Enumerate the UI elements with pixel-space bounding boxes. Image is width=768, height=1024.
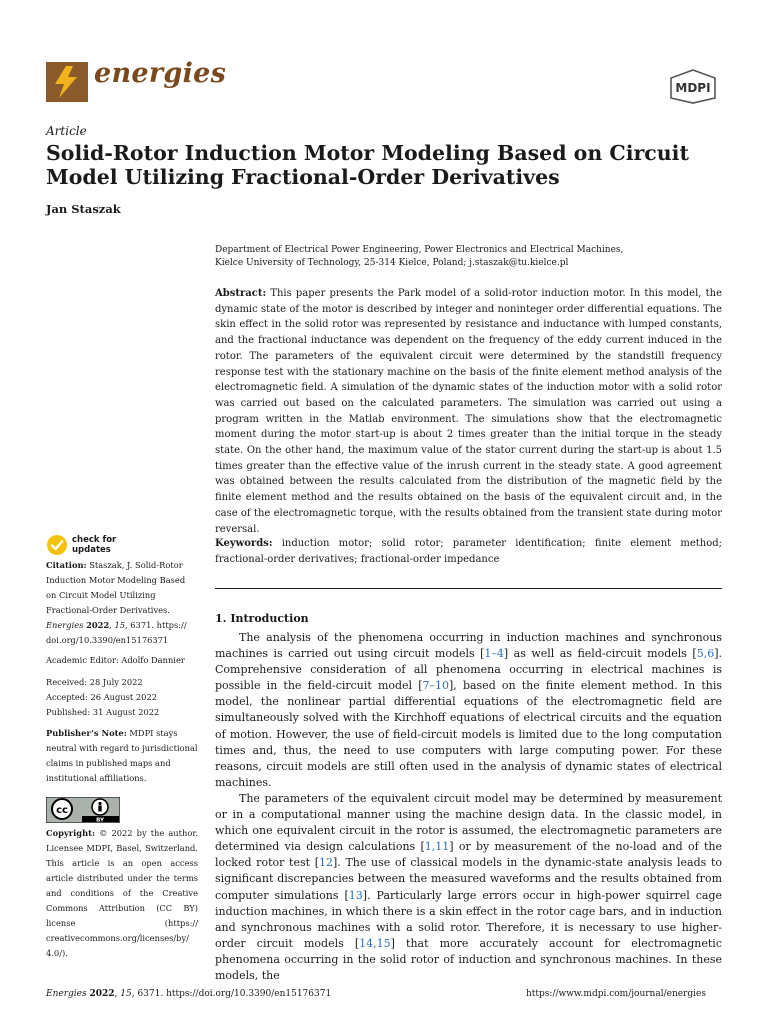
journal-logo-icon: [46, 62, 88, 102]
affiliation-line-2: Kielce University of Technology, 25-314 Kielce, Poland; j.staszak@tu.kielce.pl: [215, 258, 569, 268]
keywords-text: induction motor; solid rotor; parameter identification; finite element method; fractional-order derivatives; fractional-order impedance: [215, 538, 722, 565]
cc-by-text: BY: [96, 817, 104, 823]
copyright-label: Copyright:: [46, 828, 96, 838]
intro-paragraph-2: The parameters of the equivalent circuit model may be determined by measurement or in a computational manner using the machine design data. In the classic model, in which one equivalent circuit in the rotor is assumed, the electromagnetic parameters are determined via design calculations [1,11] or by measurement of the no-load and of the locked rotor test [12]. The use of classical models in the dynamic-state analysis leads to significant discrepancies between the measured waveforms and the results obtained from computer simulations [13]. Particularly large errors occur in high-power squirrel cage induction machines, in which there is a skin effect in the rotor cage bars, and in induction and synchronous machines with a solid rotor. Therefore, it is necessary to use higher-order circuit models [14,15] that more accurately account for electromagnetic phenomena occurring in the solid rotor of induction and synchronous machines. In these models, the: [215, 791, 722, 982]
keywords-divider: [215, 588, 722, 589]
footer-citation: Energies 2022, 15, 6371. https://doi.org/10.3390/en15176371: [46, 989, 332, 999]
ref-link[interactable]: 5,6: [696, 647, 715, 661]
keywords: [215, 536, 722, 567]
footer-volume: 15: [120, 989, 132, 999]
citation-volume: 15: [114, 620, 125, 630]
mdpi-logo-text: MDPI: [675, 81, 711, 95]
mdpi-logo-icon[interactable]: [665, 68, 721, 104]
citation-journal: Energies: [46, 620, 84, 630]
keywords-label: Keywords:: [215, 538, 273, 549]
citation-label: Citation:: [46, 560, 87, 570]
publishers-note: [46, 726, 200, 786]
check-for-updates-line-2: updates: [72, 545, 111, 555]
check-for-updates-label[interactable]: [72, 535, 116, 555]
accepted-date: Accepted: 26 August 2022: [46, 692, 158, 702]
section-heading-introduction: 1. Introduction: [215, 612, 309, 625]
check-for-updates-icon[interactable]: [46, 534, 68, 556]
affiliation-line-1: Department of Electrical Power Engineering, Power Electronics and Electrical Machines,: [215, 245, 624, 255]
journal-name[interactable]: energies: [94, 58, 227, 89]
citation-year: 2022: [86, 620, 110, 630]
footer-doi[interactable]: , 6371. https://doi.org/10.3390/en15176371: [131, 989, 332, 999]
intro-paragraph-1: The analysis of the phenomena occurring in induction machines and synchronous machines is carried out using circuit models [1–4] as well as field-circuit models [5,6]. Comprehensive consideration of all phenomena occurring in electrical machines is possible in the field-circuit model [7–10], based on the finite element method. In this model, the nonlinear partial differential equations of the electromagnetic field are simultaneously solved with the Kirchhoff equations of electrical circuits and the equation of motion. However, the use of field-circuit models is limited due to the long computation times and, thus, the need to use computers with large computing power. For these reasons, circuit models are still often used in the analysis of dynamic states of electrical machines.: [215, 631, 722, 789]
article-title: Solid-Rotor Induction Motor Modeling Based on Circuit Model Utilizing Fractional-Order Derivatives: [46, 141, 689, 189]
published-date: Published: 31 August 2022: [46, 707, 160, 717]
citation-pages: , 6371.: [125, 620, 155, 630]
citation-block: Citation: Staszak, J. Solid-Rotor Induction Motor Modeling Based on Circuit Model Utilizing Fractional-Order Derivatives. Energies 2022, 15, 6371. https:// doi.org/10.3390/en15176371: [46, 560, 187, 645]
received-date: Received: 28 July 2022: [46, 677, 143, 687]
citation-text: Staszak, J. Solid-Rotor Induction Motor Modeling Based on Circuit Model Utilizing Fractional-Order Derivatives.: [46, 560, 186, 615]
article-type: Article: [46, 124, 87, 138]
pubnote-label: Publisher’s Note:: [46, 728, 127, 738]
ref-link[interactable]: 1–4: [484, 647, 504, 661]
footer-journal: Energies: [46, 989, 87, 999]
ref-link[interactable]: 7–10: [422, 679, 450, 693]
affiliation: [215, 244, 735, 270]
ref-link[interactable]: 14,15: [359, 936, 391, 950]
svg-text:cc: cc: [56, 805, 68, 816]
ref-link[interactable]: 12: [319, 856, 333, 870]
abstract-text: This paper presents the Park model of a solid-rotor induction motor. In this model, the dynamic state of the motor is described by integer and noninteger order differential equations. The skin effect in the solid rotor was represented by resistance and inductance with lumped constants, and the fractional inductance was dependent on the frequency of the eddy current induced in the rotor. The parameters of the equivalent circuit were determined by the standstill frequency response test with the stationary machine on the basis of the finite element method analysis of the electromagnetic field. A simulation of the dynamic states of the induction motor with a solid rotor was carried out based on the calculated parameters. The simulation was carried out using a program written in the Matlab environment. The simulations show that the electromagnetic moment during the motor start-up is about 2 times greater than the initial torque in the steady state. On the other hand, the maximum value of the stator current during the start-up is about 1.5 times greater than the effective value of the inrush current in the steady state. A good agreement was obtained between the results calculated from the distribution of the magnetic field by the finite element method and the results obtained on the basis of the equivalent circuit and, in the case of the electromagnetic torque, with the results obtained from the transient state during motor reversal.: [215, 288, 722, 535]
abstract-label: Abstract:: [215, 288, 267, 299]
footer-year: 2022: [89, 989, 115, 999]
citation-doi: https:// doi.org/10.3390/en15176371: [46, 620, 187, 645]
copyright-block: [46, 826, 198, 961]
abstract: [215, 286, 722, 537]
ref-link[interactable]: 13: [348, 888, 363, 902]
pubnote-text: MDPI stays neutral with regard to jurisdictional claims in published maps and institutional affiliations.: [46, 728, 198, 783]
academic-editor: Academic Editor: Adolfo Dannier: [46, 655, 185, 665]
introduction-body: [215, 630, 722, 984]
dates-block: [46, 675, 196, 720]
ref-link[interactable]: 1,11: [424, 840, 450, 854]
cc-by-license-icon[interactable]: [46, 797, 120, 823]
footer-journal-url[interactable]: https://www.mdpi.com/journal/energies: [526, 989, 706, 999]
copyright-text: © 2022 by the author. Licensee MDPI, Basel, Switzerland. This article is an open access article distributed under the terms and conditions of the Creative Commons Attribution (CC BY) license (https:// creativecommons.org/licenses/by/ 4.0/).: [46, 828, 199, 958]
check-for-updates-line-1: check for: [72, 535, 117, 545]
author-name: Jan Staszak: [46, 202, 121, 216]
